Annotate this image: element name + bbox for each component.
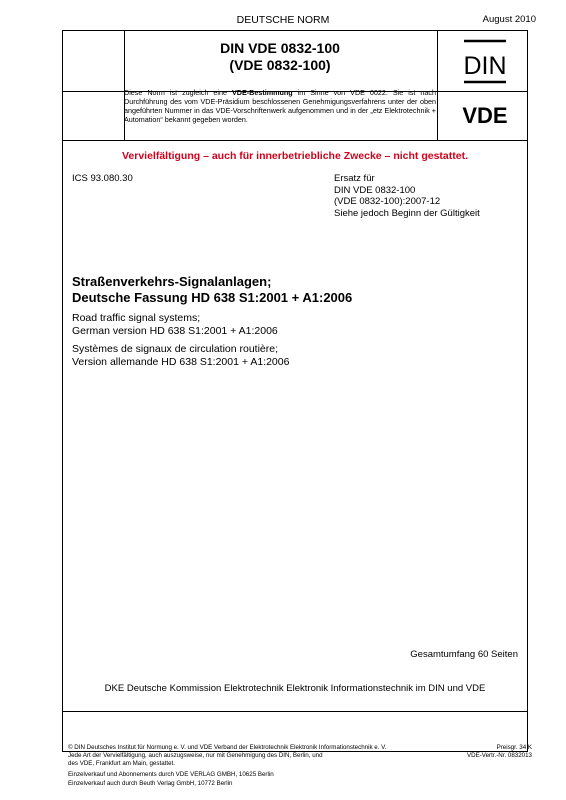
norm-type-header: DEUTSCHE NORM: [236, 14, 330, 26]
title-english-line1: Road traffic signal systems;: [72, 312, 201, 324]
divider-header: [63, 140, 527, 141]
title-french: [72, 343, 289, 369]
document-designation: [124, 40, 436, 74]
sales-info: [68, 770, 274, 788]
price-info: [467, 744, 532, 760]
din-logo-text: DIN: [463, 52, 507, 80]
price-group: Preisgr. 34 K: [496, 744, 532, 751]
publication-date: August 2010: [482, 14, 536, 25]
ics-code: ICS 93.080.30: [72, 173, 133, 184]
designation-line2: (VDE 0832-100): [229, 57, 331, 73]
replacement-line1: Ersatz für: [334, 173, 375, 184]
vde-note-bold: VDE-Bestimmung: [231, 88, 293, 97]
designation-line1: DIN VDE 0832-100: [220, 40, 340, 56]
vde-note-rest: im Sinne von VDE 0022. Sie ist nach Durchführung des vom VDE-Präsidium beschlossenen Genehmigungsverfahrens unter der oben angeführten Nummer in das VDE-Vorschriftenwerk aufgenommen und in der „etz Elektrotechnik + Automation“ bekannt gegeben worden.: [124, 88, 436, 124]
copyright-line3: des VDE, Frankfurt am Main, gestattet.: [68, 760, 175, 767]
replacement-line2: DIN VDE 0832-100: [334, 184, 416, 196]
title-french-line1: Systèmes de signaux de circulation routière;: [72, 343, 279, 355]
dke-line: DKE Deutsche Kommission Elektrotechnik Elektronik Informationstechnik im DIN und VDE: [104, 683, 486, 694]
vde-logo: [452, 102, 518, 128]
copy-warning: Vervielfältigung – auch für innerbetriebliche Zwecke – nicht gestattet.: [121, 150, 468, 162]
replacement-info: [334, 173, 480, 219]
divider-bottom: [63, 711, 527, 712]
title-english: [72, 312, 278, 338]
vde-note-intro: Diese Norm ist zugleich eine: [124, 88, 232, 97]
vde-order-number: VDE-Vertr.-Nr. 0832013: [467, 752, 532, 759]
cover-frame: [62, 30, 528, 752]
title-german: [72, 274, 352, 306]
copyright-notice: [68, 744, 424, 768]
title-german-line2: Deutsche Fassung HD 638 S1:2001 + A1:2006: [72, 290, 353, 305]
sales-line1: Einzelverkauf und Abonnements durch VDE VERLAG GMBH, 10625 Berlin: [68, 771, 274, 778]
title-english-line2: German version HD 638 S1:2001 + A1:2006: [72, 325, 278, 337]
copyright-line2: Jede Art der Vervielfältigung, auch auszugsweise, nur mit Genehmigung des DIN, Berlin, und: [68, 752, 323, 759]
divider-right-col: [437, 31, 438, 140]
title-german-line1: Straßenverkehrs-Signalanlagen;: [72, 274, 272, 289]
vde-logo-text: VDE: [462, 103, 508, 128]
total-pages: Gesamtumfang 60 Seiten: [410, 649, 518, 660]
title-french-line2: Version allemande HD 638 S1:2001 + A1:2006: [72, 356, 290, 368]
replacement-line4: Siehe jedoch Beginn der Gültigkeit: [334, 207, 480, 219]
copyright-line1: © DIN Deutsches Institut für Normung e. V. und VDE Verband der Elektrotechnik Elektronik Informationstechnik e. V.: [68, 744, 387, 751]
vde-regulation-note: [124, 88, 436, 124]
replacement-line3: (VDE 0832-100):2007-12: [334, 196, 441, 207]
din-logo: [460, 37, 510, 87]
sales-line2: Einzelverkauf auch durch Beuth Verlag GmbH, 10772 Berlin: [68, 780, 233, 787]
